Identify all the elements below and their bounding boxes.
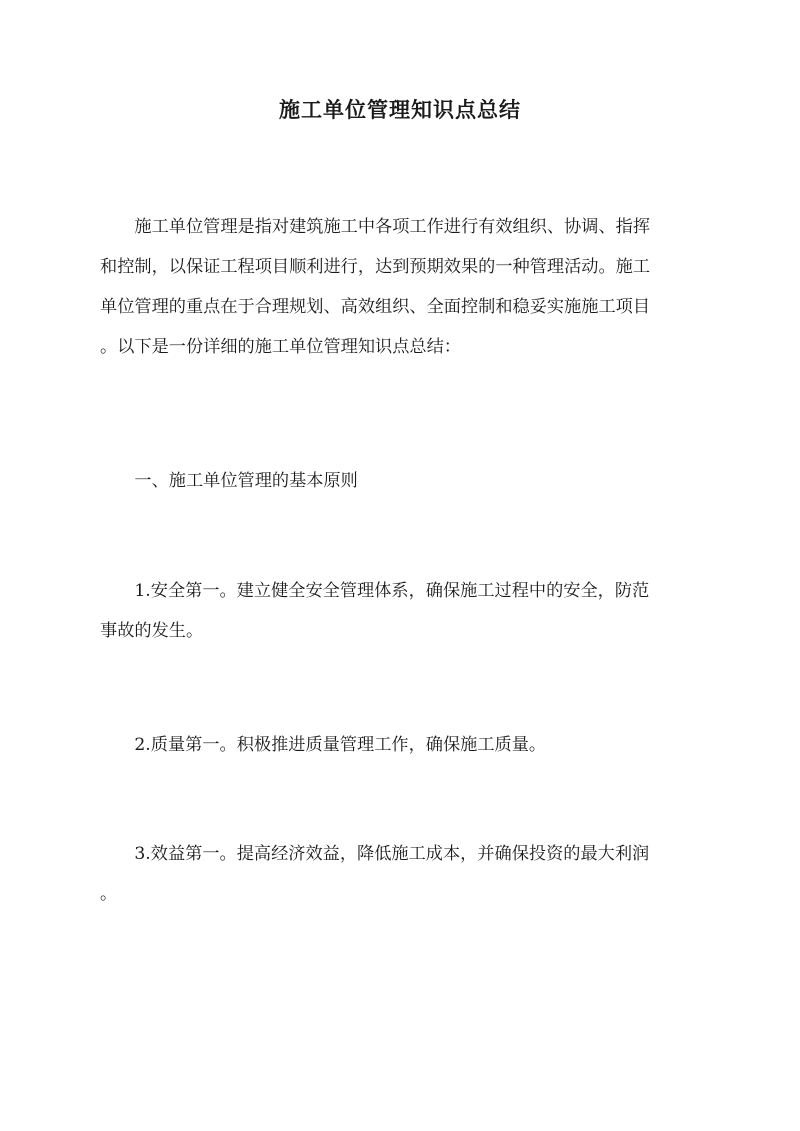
document-title: 施工单位管理知识点总结 (279, 97, 521, 122)
intro-line: 和控制，以保证工程项目顺利进行，达到预期效果的一种管理活动。施工 (100, 257, 651, 277)
principle-line: 3.效益第一。提高经济效益，降低施工成本，并确保投资的最大利润 (100, 844, 650, 864)
principle-item-3 (100, 834, 700, 914)
principle-line: 2.质量第一。积极推进质量管理工作，确保施工质量。 (100, 735, 547, 755)
principle-line: 。 (100, 884, 118, 904)
intro-paragraph (100, 207, 700, 367)
principle-line: 1.安全第一。建立健全安全管理体系，确保施工过程中的安全，防范 (100, 581, 650, 601)
section-heading-text: 一、施工单位管理的基本原则 (100, 471, 358, 491)
intro-line: 。以下是一份详细的施工单位管理知识点总结： (100, 337, 461, 357)
intro-line: 施工单位管理是指对建筑施工中各项工作进行有效组织、协调、指挥 (100, 217, 651, 237)
principle-item-2 (100, 725, 700, 765)
section-heading (100, 461, 700, 501)
principle-line: 事故的发生。 (100, 621, 204, 641)
intro-line: 单位管理的重点在于合理规划、高效组织、全面控制和稳妥实施施工项目 (100, 297, 651, 317)
principle-item-1 (100, 571, 700, 651)
